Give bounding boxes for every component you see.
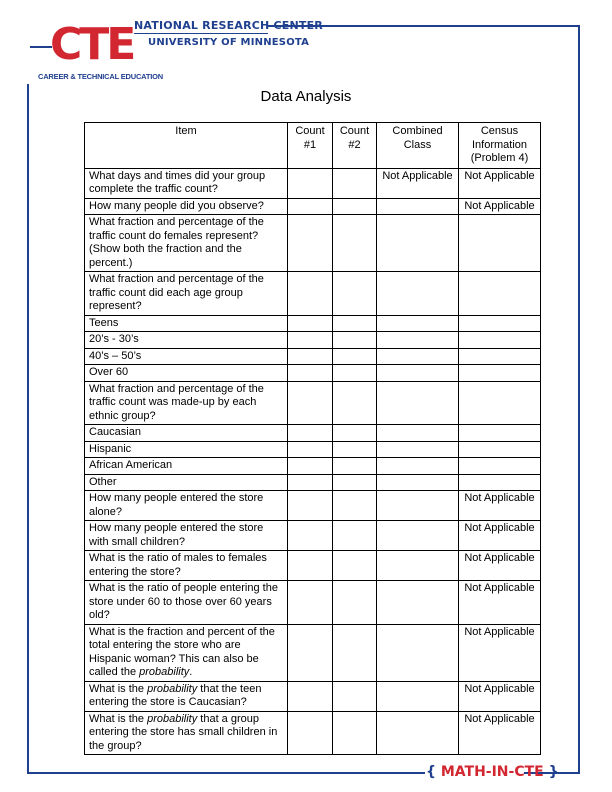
combined-cell[interactable]: [377, 474, 459, 491]
combined-cell[interactable]: [377, 458, 459, 475]
count2-cell[interactable]: [333, 521, 377, 551]
count2-cell[interactable]: [333, 315, 377, 332]
count1-cell[interactable]: [288, 332, 333, 349]
census-na: Not Applicable: [459, 198, 541, 215]
subitem-cell: Over 60: [85, 365, 288, 382]
table-row: [85, 198, 541, 215]
count1-cell[interactable]: [288, 215, 333, 272]
page-title: Data Analysis: [260, 88, 352, 105]
count2-cell[interactable]: [333, 551, 377, 581]
count1-cell[interactable]: [288, 624, 333, 681]
cte-logo: CTE: [50, 19, 134, 70]
count1-cell[interactable]: [288, 198, 333, 215]
item-text: What is the: [89, 682, 148, 695]
census-na: Not Applicable: [459, 491, 541, 521]
combined-cell[interactable]: [377, 521, 459, 551]
count2-cell[interactable]: [333, 711, 377, 755]
frame-bottom-rule-left: [27, 772, 425, 774]
combined-cell[interactable]: [377, 581, 459, 625]
count2-cell[interactable]: [333, 198, 377, 215]
table-row: [85, 425, 541, 442]
count2-cell[interactable]: [333, 168, 377, 198]
item-cell: [85, 711, 288, 755]
census-cell[interactable]: [459, 381, 541, 425]
table-row: [85, 474, 541, 491]
table-row: [85, 521, 541, 551]
item-text: that the teen entering the store is Caucasian?: [89, 682, 262, 708]
count1-cell[interactable]: [288, 551, 333, 581]
table-row: [85, 332, 541, 349]
census-cell[interactable]: [459, 425, 541, 442]
subitem-cell: African American: [85, 458, 288, 475]
left-brace-icon: {: [426, 764, 436, 780]
table-row: [85, 168, 541, 198]
item-emphasis: probability: [147, 682, 198, 695]
count1-cell[interactable]: [288, 168, 333, 198]
table-row: [85, 491, 541, 521]
count2-cell[interactable]: [333, 474, 377, 491]
item-cell: What fraction and percentage of the traffic count did each age group represent?: [85, 272, 288, 316]
table-row: [85, 711, 541, 755]
combined-cell[interactable]: [377, 348, 459, 365]
combined-cell[interactable]: [377, 551, 459, 581]
census-cell[interactable]: [459, 348, 541, 365]
census-cell[interactable]: [459, 332, 541, 349]
item-cell: How many people did you observe?: [85, 198, 288, 215]
count1-cell[interactable]: [288, 272, 333, 316]
table-row: [85, 441, 541, 458]
item-cell: What fraction and percentage of the traffic count do females represent? (Show both the fraction and the percent.): [85, 215, 288, 272]
header-combined: Combined Class: [377, 123, 459, 169]
count1-cell[interactable]: [288, 315, 333, 332]
count1-cell[interactable]: [288, 521, 333, 551]
item-text: that a group entering the store has small children in the group?: [89, 712, 278, 752]
combined-cell[interactable]: [377, 381, 459, 425]
frame-left-rule: [27, 84, 29, 774]
combined-cell[interactable]: [377, 711, 459, 755]
cte-logo-subtext: CAREER & TECHNICAL EDUCATION: [38, 72, 163, 81]
item-cell: What is the ratio of males to females entering the store?: [85, 551, 288, 581]
subitem-cell: Hispanic: [85, 441, 288, 458]
combined-na: Not Applicable: [377, 168, 459, 198]
subitem-cell: Caucasian: [85, 425, 288, 442]
count1-cell[interactable]: [288, 681, 333, 711]
table-row: [85, 458, 541, 475]
table-row: [85, 381, 541, 425]
count2-cell[interactable]: [333, 458, 377, 475]
header-count2: Count #2: [333, 123, 377, 169]
item-cell: How many people entered the store with small children?: [85, 521, 288, 551]
header-census: Census Information (Problem 4): [459, 123, 541, 169]
combined-cell[interactable]: [377, 441, 459, 458]
table-row: [85, 581, 541, 625]
table-row: [85, 215, 541, 272]
right-brace-icon: }: [548, 764, 559, 780]
census-na: Not Applicable: [459, 624, 541, 681]
count1-cell[interactable]: [288, 581, 333, 625]
item-cell: [85, 624, 288, 681]
item-text: What is the: [89, 712, 148, 725]
census-cell[interactable]: [459, 365, 541, 382]
census-na: Not Applicable: [459, 681, 541, 711]
frame-right-rule: [578, 25, 580, 773]
table-row: [85, 624, 541, 681]
table-row: [85, 551, 541, 581]
census-na: Not Applicable: [459, 711, 541, 755]
count2-cell[interactable]: [333, 491, 377, 521]
count1-cell[interactable]: [288, 381, 333, 425]
data-analysis-table: [84, 122, 541, 755]
item-cell: What is the ratio of people entering the store under 60 to those over 60 years old?: [85, 581, 288, 625]
subitem-cell: Other: [85, 474, 288, 491]
count1-cell[interactable]: [288, 491, 333, 521]
count1-cell[interactable]: [288, 425, 333, 442]
combined-cell[interactable]: [377, 681, 459, 711]
count1-cell[interactable]: [288, 711, 333, 755]
combined-cell[interactable]: [377, 272, 459, 316]
count2-cell[interactable]: [333, 272, 377, 316]
item-text: .: [189, 666, 193, 678]
census-na: Not Applicable: [459, 551, 541, 581]
org-divider: [134, 33, 268, 34]
item-cell: What fraction and percentage of the traffic count was made-up by each ethnic group?: [85, 381, 288, 425]
count2-cell[interactable]: [333, 581, 377, 625]
combined-cell[interactable]: [377, 215, 459, 272]
census-cell[interactable]: [459, 272, 541, 316]
subitem-cell: 40’s – 50’s: [85, 348, 288, 365]
count2-cell[interactable]: [333, 348, 377, 365]
subitem-cell: Teens: [85, 315, 288, 332]
subitem-cell: 20’s - 30’s: [85, 332, 288, 349]
table-header-row: [85, 123, 541, 169]
count2-cell[interactable]: [333, 365, 377, 382]
census-na: Not Applicable: [459, 168, 541, 198]
census-cell[interactable]: [459, 215, 541, 272]
item-emphasis: probability: [139, 666, 190, 678]
count1-cell[interactable]: [288, 474, 333, 491]
count2-cell[interactable]: [333, 624, 377, 681]
item-cell: [85, 681, 288, 711]
table-row: [85, 365, 541, 382]
census-cell[interactable]: [459, 441, 541, 458]
item-cell: What days and times did your group complete the traffic count?: [85, 168, 288, 198]
census-cell[interactable]: [459, 458, 541, 475]
census-na: Not Applicable: [459, 521, 541, 551]
census-cell[interactable]: [459, 474, 541, 491]
combined-cell[interactable]: [377, 425, 459, 442]
count2-cell[interactable]: [333, 681, 377, 711]
org-university: UNIVERSITY OF MINNESOTA: [148, 37, 310, 48]
combined-cell[interactable]: [377, 624, 459, 681]
count1-cell[interactable]: [288, 458, 333, 475]
item-cell: How many people entered the store alone?: [85, 491, 288, 521]
item-emphasis: probability: [147, 712, 198, 725]
header-item: Item: [85, 123, 288, 169]
count2-cell[interactable]: [333, 425, 377, 442]
count1-cell[interactable]: [288, 348, 333, 365]
count2-cell[interactable]: [333, 332, 377, 349]
table-row: [85, 681, 541, 711]
count1-cell[interactable]: [288, 365, 333, 382]
count2-cell[interactable]: [333, 215, 377, 272]
combined-cell[interactable]: [377, 491, 459, 521]
combined-cell[interactable]: [377, 198, 459, 215]
count2-cell[interactable]: [333, 441, 377, 458]
census-cell[interactable]: [459, 315, 541, 332]
combined-cell[interactable]: [377, 365, 459, 382]
combined-cell[interactable]: [377, 315, 459, 332]
count2-cell[interactable]: [333, 381, 377, 425]
org-name: NATIONAL RESEARCH CENTER: [134, 19, 323, 32]
table-row: [85, 272, 541, 316]
census-na: Not Applicable: [459, 581, 541, 625]
item-text: What is the fraction and percent of the total entering the store who are Hispanic woman? This can also be called the: [89, 625, 275, 678]
table-row: [85, 348, 541, 365]
combined-cell[interactable]: [377, 332, 459, 349]
header-count1: Count #1: [288, 123, 333, 169]
badge-text: MATH-IN-CTE: [440, 764, 544, 780]
logo-accent-line: [30, 46, 52, 48]
math-in-cte-badge: [426, 755, 559, 789]
count1-cell[interactable]: [288, 441, 333, 458]
table-row: [85, 315, 541, 332]
